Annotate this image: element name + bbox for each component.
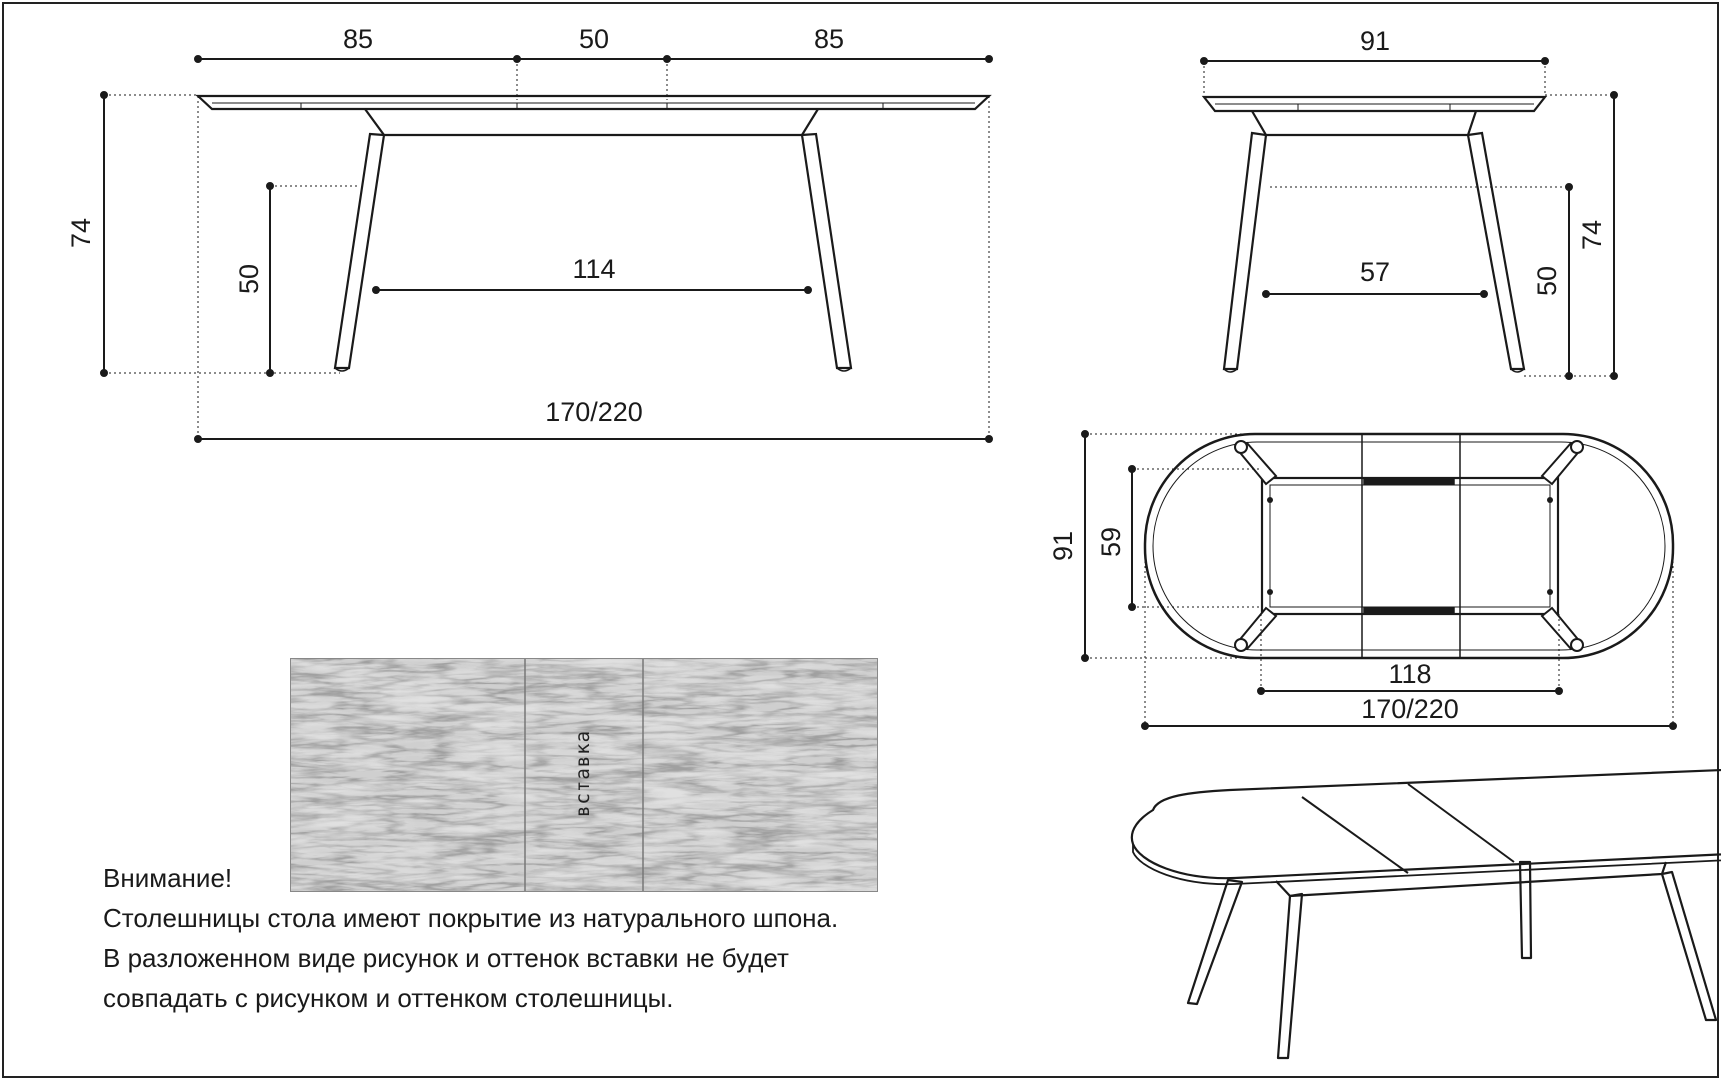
front-left-leg <box>335 134 384 368</box>
notice-title: Внимание! <box>103 863 233 893</box>
perspective-leg-back-right <box>1520 862 1531 958</box>
side-left-leg <box>1224 133 1266 369</box>
side-leg-spacing-label: 57 <box>1359 257 1391 287</box>
front-right-leg <box>802 134 851 368</box>
side-right-leg <box>1468 133 1524 369</box>
front-apron <box>365 109 818 135</box>
top-view <box>1145 434 1673 658</box>
perspective-insert-seam-left <box>1302 797 1408 873</box>
top-tabletop-inner <box>1153 442 1665 650</box>
top-tabletop-outline <box>1145 434 1673 658</box>
insert-label: вставка <box>572 729 594 817</box>
front-total-height-label: 74 <box>66 217 96 249</box>
front-total-length-label: 170/220 <box>545 397 643 427</box>
top-view-dimensions <box>1082 431 1677 730</box>
top-frame <box>1262 478 1558 614</box>
front-view <box>198 96 989 371</box>
perspective-leg-front-left <box>1188 880 1242 1004</box>
side-total-height-label: 74 <box>1577 219 1607 251</box>
notice-line-1: Столешницы стола имеют покрытие из натурального шпона. <box>103 903 839 933</box>
front-left-segment-label: 85 <box>342 24 374 54</box>
front-view-labels <box>66 24 844 427</box>
side-apron <box>1252 111 1476 135</box>
side-view-dimensions <box>1201 58 1618 380</box>
side-width-label: 91 <box>1359 26 1391 56</box>
top-frame-width-label: 59 <box>1096 526 1126 558</box>
top-total-length-label: 170/220 <box>1361 694 1459 724</box>
front-leg-height-label: 50 <box>234 263 264 295</box>
notice-line-3: совпадать с рисунком и оттенком столешницы. <box>103 983 674 1013</box>
front-right-segment-label: 85 <box>813 24 845 54</box>
perspective-leg-front-right <box>1662 872 1716 1020</box>
top-leg-spacing-label: 118 <box>1388 659 1432 689</box>
notice-text <box>103 858 1003 1018</box>
front-leg-spacing-label: 114 <box>572 254 616 284</box>
side-view <box>1204 97 1545 372</box>
notice-line-2: В разложенном виде рисунок и оттенок вставки не будет <box>103 943 789 973</box>
perspective-tabletop <box>1132 768 1721 878</box>
perspective-insert-seam-right <box>1408 784 1514 862</box>
perspective-leg-back-left <box>1278 894 1302 1058</box>
front-view-dimensions <box>101 56 993 443</box>
perspective-view <box>1132 768 1721 1058</box>
top-width-label: 91 <box>1048 530 1078 562</box>
side-leg-height-label: 50 <box>1532 265 1562 297</box>
front-insert-segment-label: 50 <box>578 24 610 54</box>
